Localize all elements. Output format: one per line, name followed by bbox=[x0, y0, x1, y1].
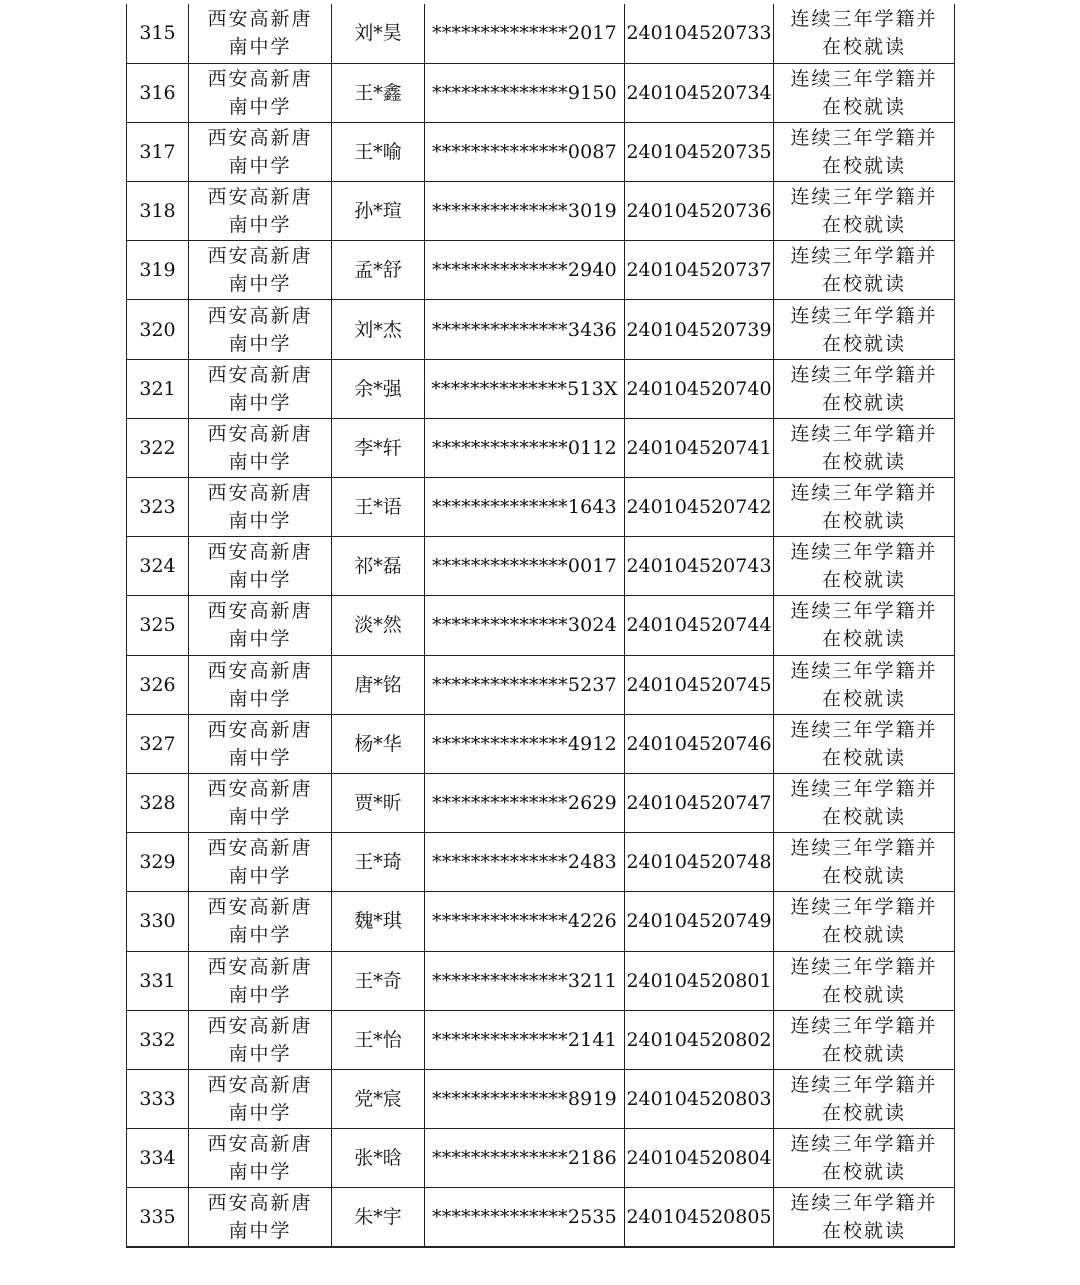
condition-cell-text: 连续三年学籍并在校就读 bbox=[790, 126, 938, 177]
table-row bbox=[127, 833, 955, 892]
table-row bbox=[127, 714, 955, 773]
condition-cell-text: 连续三年学籍并在校就读 bbox=[790, 718, 938, 769]
table-row bbox=[127, 951, 955, 1010]
registration-number-cell: 240104520748 bbox=[625, 833, 774, 892]
table-row bbox=[127, 1010, 955, 1069]
student-name-cell: 朱*宇 bbox=[332, 1188, 425, 1247]
condition-cell-text: 连续三年学籍并在校就读 bbox=[790, 541, 938, 592]
school-cell bbox=[189, 596, 332, 655]
school-cell-text: 西安高新唐南中学 bbox=[207, 1014, 313, 1065]
student-name-cell: 魏*琪 bbox=[332, 892, 425, 951]
serial-number-cell: 330 bbox=[127, 892, 189, 951]
condition-cell-text: 连续三年学籍并在校就读 bbox=[790, 1014, 938, 1065]
id-number-cell: **************2186 bbox=[425, 1129, 625, 1188]
id-number-cell: **************0017 bbox=[425, 537, 625, 596]
student-list-table bbox=[126, 4, 955, 1248]
school-cell bbox=[189, 182, 332, 241]
condition-cell bbox=[774, 892, 955, 951]
serial-number-cell: 315 bbox=[127, 4, 189, 63]
serial-number-cell: 322 bbox=[127, 418, 189, 477]
school-cell-text: 西安高新唐南中学 bbox=[207, 422, 313, 473]
id-number-cell: **************2483 bbox=[425, 833, 625, 892]
condition-cell-text: 连续三年学籍并在校就读 bbox=[790, 245, 938, 296]
table-row bbox=[127, 300, 955, 359]
condition-cell bbox=[774, 4, 955, 63]
student-name-cell: 王*奇 bbox=[332, 951, 425, 1010]
condition-cell-text: 连续三年学籍并在校就读 bbox=[790, 955, 938, 1006]
registration-number-cell: 240104520801 bbox=[625, 951, 774, 1010]
condition-cell-text: 连续三年学籍并在校就读 bbox=[790, 8, 938, 59]
table-row bbox=[127, 1129, 955, 1188]
table-row bbox=[127, 241, 955, 300]
id-number-cell: **************9150 bbox=[425, 63, 625, 122]
school-cell bbox=[189, 478, 332, 537]
serial-number-cell: 332 bbox=[127, 1010, 189, 1069]
registration-number-cell: 240104520803 bbox=[625, 1069, 774, 1128]
school-cell bbox=[189, 1069, 332, 1128]
registration-number-cell: 240104520740 bbox=[625, 359, 774, 418]
school-cell-text: 西安高新唐南中学 bbox=[207, 659, 313, 710]
registration-number-cell: 240104520745 bbox=[625, 655, 774, 714]
serial-number-cell: 319 bbox=[127, 241, 189, 300]
serial-number-cell: 316 bbox=[127, 63, 189, 122]
registration-number-cell: 240104520802 bbox=[625, 1010, 774, 1069]
id-number-cell: **************2629 bbox=[425, 773, 625, 832]
table-row bbox=[127, 1188, 955, 1247]
school-cell bbox=[189, 892, 332, 951]
student-name-cell: 王*鑫 bbox=[332, 63, 425, 122]
registration-number-cell: 240104520733 bbox=[625, 4, 774, 63]
condition-cell bbox=[774, 655, 955, 714]
table-row bbox=[127, 359, 955, 418]
registration-number-cell: 240104520747 bbox=[625, 773, 774, 832]
school-cell-text: 西安高新唐南中学 bbox=[207, 186, 313, 237]
table-row bbox=[127, 773, 955, 832]
id-number-cell: **************2940 bbox=[425, 241, 625, 300]
condition-cell bbox=[774, 833, 955, 892]
student-name-cell: 李*轩 bbox=[332, 418, 425, 477]
id-number-cell: **************513X bbox=[425, 359, 625, 418]
table-row bbox=[127, 596, 955, 655]
school-cell bbox=[189, 359, 332, 418]
condition-cell bbox=[774, 1188, 955, 1247]
serial-number-cell: 323 bbox=[127, 478, 189, 537]
serial-number-cell: 324 bbox=[127, 537, 189, 596]
condition-cell bbox=[774, 951, 955, 1010]
id-number-cell: **************8919 bbox=[425, 1069, 625, 1128]
registration-number-cell: 240104520805 bbox=[625, 1188, 774, 1247]
school-cell-text: 西安高新唐南中学 bbox=[207, 718, 313, 769]
table-row bbox=[127, 655, 955, 714]
id-number-cell: **************2017 bbox=[425, 4, 625, 63]
serial-number-cell: 334 bbox=[127, 1129, 189, 1188]
school-cell-text: 西安高新唐南中学 bbox=[207, 541, 313, 592]
school-cell bbox=[189, 1010, 332, 1069]
school-cell-text: 西安高新唐南中学 bbox=[207, 363, 313, 414]
school-cell bbox=[189, 833, 332, 892]
student-name-cell: 张*晗 bbox=[332, 1129, 425, 1188]
condition-cell-text: 连续三年学籍并在校就读 bbox=[790, 422, 938, 473]
serial-number-cell: 333 bbox=[127, 1069, 189, 1128]
condition-cell-text: 连续三年学籍并在校就读 bbox=[790, 363, 938, 414]
condition-cell-text: 连续三年学籍并在校就读 bbox=[790, 186, 938, 237]
student-name-cell: 杨*华 bbox=[332, 714, 425, 773]
id-number-cell: **************2141 bbox=[425, 1010, 625, 1069]
school-cell-text: 西安高新唐南中学 bbox=[207, 304, 313, 355]
school-cell-text: 西安高新唐南中学 bbox=[207, 482, 313, 533]
condition-cell bbox=[774, 773, 955, 832]
id-number-cell: **************2535 bbox=[425, 1188, 625, 1247]
id-number-cell: **************3436 bbox=[425, 300, 625, 359]
school-cell-text: 西安高新唐南中学 bbox=[207, 955, 313, 1006]
condition-cell-text: 连续三年学籍并在校就读 bbox=[790, 482, 938, 533]
school-cell bbox=[189, 951, 332, 1010]
student-name-cell: 孟*舒 bbox=[332, 241, 425, 300]
serial-number-cell: 331 bbox=[127, 951, 189, 1010]
registration-number-cell: 240104520739 bbox=[625, 300, 774, 359]
condition-cell bbox=[774, 122, 955, 181]
condition-cell bbox=[774, 241, 955, 300]
school-cell bbox=[189, 537, 332, 596]
condition-cell bbox=[774, 1069, 955, 1128]
registration-number-cell: 240104520737 bbox=[625, 241, 774, 300]
registration-number-cell: 240104520749 bbox=[625, 892, 774, 951]
table-row bbox=[127, 122, 955, 181]
school-cell-text: 西安高新唐南中学 bbox=[207, 126, 313, 177]
table-row bbox=[127, 418, 955, 477]
condition-cell bbox=[774, 63, 955, 122]
student-name-cell: 王*琦 bbox=[332, 833, 425, 892]
student-name-cell: 淡*然 bbox=[332, 596, 425, 655]
school-cell bbox=[189, 655, 332, 714]
table-row bbox=[127, 537, 955, 596]
school-cell bbox=[189, 4, 332, 63]
student-name-cell: 党*宸 bbox=[332, 1069, 425, 1128]
school-cell-text: 西安高新唐南中学 bbox=[207, 67, 313, 118]
registration-number-cell: 240104520746 bbox=[625, 714, 774, 773]
table-row bbox=[127, 182, 955, 241]
school-cell-text: 西安高新唐南中学 bbox=[207, 778, 313, 829]
condition-cell-text: 连续三年学籍并在校就读 bbox=[790, 67, 938, 118]
condition-cell-text: 连续三年学籍并在校就读 bbox=[790, 1133, 938, 1184]
registration-number-cell: 240104520743 bbox=[625, 537, 774, 596]
id-number-cell: **************0087 bbox=[425, 122, 625, 181]
condition-cell bbox=[774, 1010, 955, 1069]
student-name-cell: 唐*铭 bbox=[332, 655, 425, 714]
registration-number-cell: 240104520741 bbox=[625, 418, 774, 477]
condition-cell-text: 连续三年学籍并在校就读 bbox=[790, 304, 938, 355]
id-number-cell: **************0112 bbox=[425, 418, 625, 477]
registration-number-cell: 240104520744 bbox=[625, 596, 774, 655]
registration-number-cell: 240104520804 bbox=[625, 1129, 774, 1188]
student-name-cell: 祁*磊 bbox=[332, 537, 425, 596]
condition-cell bbox=[774, 182, 955, 241]
id-number-cell: **************3211 bbox=[425, 951, 625, 1010]
registration-number-cell: 240104520734 bbox=[625, 63, 774, 122]
condition-cell bbox=[774, 300, 955, 359]
condition-cell bbox=[774, 714, 955, 773]
school-cell bbox=[189, 773, 332, 832]
condition-cell bbox=[774, 1129, 955, 1188]
serial-number-cell: 317 bbox=[127, 122, 189, 181]
school-cell-text: 西安高新唐南中学 bbox=[207, 837, 313, 888]
school-cell bbox=[189, 122, 332, 181]
student-name-cell: 贾*昕 bbox=[332, 773, 425, 832]
school-cell-text: 西安高新唐南中学 bbox=[207, 1073, 313, 1124]
school-cell bbox=[189, 714, 332, 773]
id-number-cell: **************3024 bbox=[425, 596, 625, 655]
student-name-cell: 王*语 bbox=[332, 478, 425, 537]
table-row bbox=[127, 4, 955, 63]
school-cell-text: 西安高新唐南中学 bbox=[207, 600, 313, 651]
id-number-cell: **************4226 bbox=[425, 892, 625, 951]
id-number-cell: **************4912 bbox=[425, 714, 625, 773]
table-row bbox=[127, 1069, 955, 1128]
registration-number-cell: 240104520735 bbox=[625, 122, 774, 181]
school-cell-text: 西安高新唐南中学 bbox=[207, 245, 313, 296]
student-name-cell: 余*强 bbox=[332, 359, 425, 418]
student-name-cell: 孙*瑄 bbox=[332, 182, 425, 241]
id-number-cell: **************5237 bbox=[425, 655, 625, 714]
student-name-cell: 刘*杰 bbox=[332, 300, 425, 359]
student-name-cell: 王*怡 bbox=[332, 1010, 425, 1069]
condition-cell bbox=[774, 418, 955, 477]
serial-number-cell: 335 bbox=[127, 1188, 189, 1247]
student-name-cell: 王*喻 bbox=[332, 122, 425, 181]
serial-number-cell: 326 bbox=[127, 655, 189, 714]
table-row bbox=[127, 63, 955, 122]
school-cell-text: 西安高新唐南中学 bbox=[207, 896, 313, 947]
registration-number-cell: 240104520736 bbox=[625, 182, 774, 241]
school-cell bbox=[189, 418, 332, 477]
school-cell bbox=[189, 1188, 332, 1247]
condition-cell-text: 连续三年学籍并在校就读 bbox=[790, 1073, 938, 1124]
school-cell bbox=[189, 63, 332, 122]
condition-cell-text: 连续三年学籍并在校就读 bbox=[790, 778, 938, 829]
condition-cell-text: 连续三年学籍并在校就读 bbox=[790, 1192, 938, 1243]
serial-number-cell: 329 bbox=[127, 833, 189, 892]
id-number-cell: **************1643 bbox=[425, 478, 625, 537]
condition-cell bbox=[774, 478, 955, 537]
condition-cell bbox=[774, 359, 955, 418]
serial-number-cell: 325 bbox=[127, 596, 189, 655]
serial-number-cell: 321 bbox=[127, 359, 189, 418]
condition-cell-text: 连续三年学籍并在校就读 bbox=[790, 659, 938, 710]
school-cell-text: 西安高新唐南中学 bbox=[207, 1192, 313, 1243]
serial-number-cell: 320 bbox=[127, 300, 189, 359]
condition-cell-text: 连续三年学籍并在校就读 bbox=[790, 600, 938, 651]
serial-number-cell: 318 bbox=[127, 182, 189, 241]
condition-cell bbox=[774, 537, 955, 596]
registration-number-cell: 240104520742 bbox=[625, 478, 774, 537]
school-cell-text: 西安高新唐南中学 bbox=[207, 1133, 313, 1184]
condition-cell-text: 连续三年学籍并在校就读 bbox=[790, 896, 938, 947]
condition-cell bbox=[774, 596, 955, 655]
school-cell-text: 西安高新唐南中学 bbox=[207, 8, 313, 59]
school-cell bbox=[189, 300, 332, 359]
school-cell bbox=[189, 1129, 332, 1188]
condition-cell-text: 连续三年学籍并在校就读 bbox=[790, 837, 938, 888]
school-cell bbox=[189, 241, 332, 300]
id-number-cell: **************3019 bbox=[425, 182, 625, 241]
serial-number-cell: 327 bbox=[127, 714, 189, 773]
table-row bbox=[127, 478, 955, 537]
table-body bbox=[127, 4, 955, 1247]
student-name-cell: 刘*昊 bbox=[332, 4, 425, 63]
serial-number-cell: 328 bbox=[127, 773, 189, 832]
table-row bbox=[127, 892, 955, 951]
